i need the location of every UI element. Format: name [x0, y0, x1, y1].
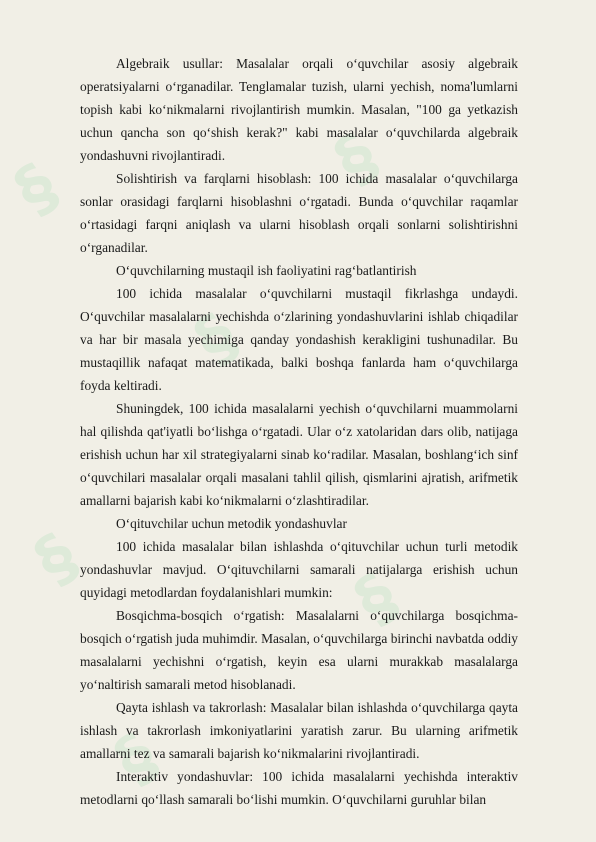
document-body — [80, 52, 518, 811]
watermark-mark: § — [102, 715, 178, 799]
paragraph-shuningdek: Shuningdek, 100 ichida masalalarni yechish o‘quvchilarni muammolarni hal qilishda qat'iyatli bo‘lishga o‘rgatadi. Ular o‘z xatolaridan dars olib, natijaga erishish uchun har xil strategiyalarni sinab ko‘radilar. Masalan, boshlang‘ich sinf o‘quvchilari masalalar orqali masalani tahlil qilish, qismlarini ajratish, arifmetik amallarni bajarish kabi ko‘nikmalarni o‘zlashtiradilar. — [80, 401, 518, 508]
paragraph-qayta-ishlash: Qayta ishlash va takrorlash: Masalalar bilan ishlashda o‘quvchilarga qayta ishlash va takrorlash imkoniyatlarini yaratish zarur. Bu ularning arifmetik amallarni tez va samarali bajarish ko‘nikmalarini rivojlantiradi. — [80, 700, 518, 761]
paragraph-metodik-yondashuvlar: 100 ichida masalalar bilan ishlashda o‘qituvchilar uchun turli metodik yondashuvlar mavjud. O‘qituvchilarni samarali natijalarga erishish uchun quyidagi metodlardan foydalanishlari mumkin: — [80, 539, 518, 600]
watermark-mark: § — [182, 295, 258, 379]
watermark-mark: § — [22, 515, 98, 599]
section-heading-mustaqil-ish: O‘quvchilarning mustaqil ish faoliyatini rag‘batlantirish — [116, 263, 417, 278]
paragraph-solishtirish: Solishtirish va farqlarni hisoblash: 100 ichida masalalar o‘quvchilarga sonlar orasidagi farqlarni hisoblashni o‘rgatadi. Bunda o‘quvchilar raqamlar o‘rtasidagi farqni aniqlash va ularni hisoblash orqali sonlarni solishtirishni o‘rganadilar. — [80, 171, 518, 255]
paragraph-mustaqil-fikrlash: 100 ichida masalalar o‘quvchilarni mustaqil fikrlashga undaydi. O‘quvchilar masalalarni yechishda o‘zlarining yondashuvlarini ishlab chiqadilar va har bir masala yechimiga qanday yondashish kerakligini tushunadilar. Bu mustaqillik nafaqat matematikada, balki boshqa fanlarda ham o‘quvchilarga foyda keltiradi. — [80, 286, 518, 393]
paragraph-algebraik-usullar: Algebraik usullar: Masalalar orqali o‘quvchilar asosiy algebraik operatsiyalarni o‘rganadilar. Tenglamalar tuzish, ularni yechish, noma'lumlarni topish kabi ko‘nikmalarni rivojlantirish mumkin. Masalan, "100 ga yetkazish uchun qancha son qo‘shish kerak?" kabi masalalar o‘quvchilarda algebraik yondashuvni rivojlantiradi. — [80, 56, 518, 163]
section-heading-metodik-yondashuvlar: O‘qituvchilar uchun metodik yondashuvlar — [116, 516, 347, 531]
paragraph-interaktiv: Interaktiv yondashuvlar: 100 ichida masalalarni yechishda interaktiv metodlarni qo‘llash samarali bo‘lishi mumkin. O‘quvchilarni guruhlar bilan — [80, 769, 518, 807]
watermark-mark: § — [2, 145, 78, 229]
paragraph-bosqichma-bosqich: Bosqichma-bosqich o‘rgatish: Masalalarni o‘quvchilarga bosqichma-bosqich o‘rgatish juda muhimdir. Masalan, o‘quvchilarga birinchi navbatda oddiy masalalarni yechishni o‘rgatish, keyin esa ularni murakkab masalalarga yo‘naltirish samarali metod hisoblanadi. — [80, 608, 518, 692]
watermark-mark: § — [342, 555, 418, 639]
watermark-mark: § — [322, 115, 398, 199]
